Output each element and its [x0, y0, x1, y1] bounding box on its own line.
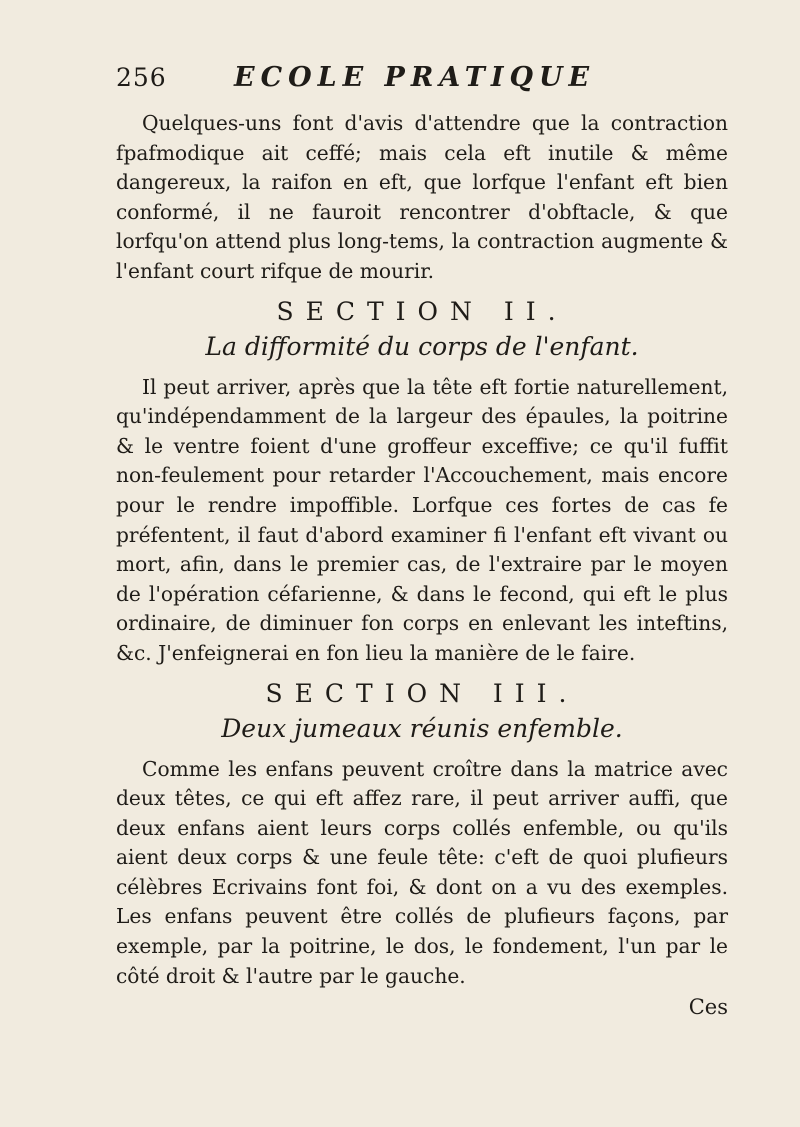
section-title-3: Deux jumeaux réunis enfemble. — [221, 713, 623, 743]
paragraph-contraction: Quelques-uns font d'avis d'attendre que la contraction fpafmodique ait ceffé; mais cela eft inutile & même dangereux, la raifon en eft, que lorfque l'enfant eft bien conformé, il ne fauroit rencontrer d'obftacle, & que lorfqu'on attend plus long-tems, la contraction augmente & l'enfant court rifque de mourir. — [116, 111, 728, 283]
running-title: ECOLE PRATIQUE — [234, 62, 596, 93]
paragraph-deformity: Il peut arriver, après que la tête eft fortie naturellement, qu'indépendamment de la largeur des épaules, la poitrine & le ventre foient d'une groffeur exceffive; ce qu'il fuffit non-feulement pour retarder l'Accouchement, mais encore pour le rendre impoffible. Lorfque ces fortes de cas fe préfentent, il faut d'abord examiner fi l'enfant eft vivant ou mort, afin, dans le premier cas, de l'extraire par le moyen de l'opération céfarienne, & dans le fecond, qui eft le plus ordinaire, de diminuer fon corps en enlevant les inteftins, &c. J'enfeignerai en fon lieu la manière de le faire. — [116, 374, 728, 665]
section-title-2: La difformité du corps de l'enfant. — [205, 331, 639, 361]
page-header — [116, 62, 728, 93]
section-heading-3: SECTION III. — [265, 678, 579, 708]
paragraph-twins: Comme les enfans peuvent croître dans la matrice avec deux têtes, ce qui eft affez rare, il peut arriver auffi, que deux enfans aient leurs corps collés enfemble, ou qu'ils aient deux corps & une feule tête: c'eft de quoi plufieurs célèbres Ecrivains font foi, & dont on a vu des exemples. Les enfans peuvent être collés de plufieurs façons, par exemple, par la poitrine, le dos, le fondement, l'un par le côté droit & l'autre par le gauche. — [116, 756, 728, 988]
section-heading-2: SECTION II. — [276, 296, 568, 326]
page-number: 256 — [116, 63, 167, 92]
catchword: Ces — [688, 995, 728, 1020]
